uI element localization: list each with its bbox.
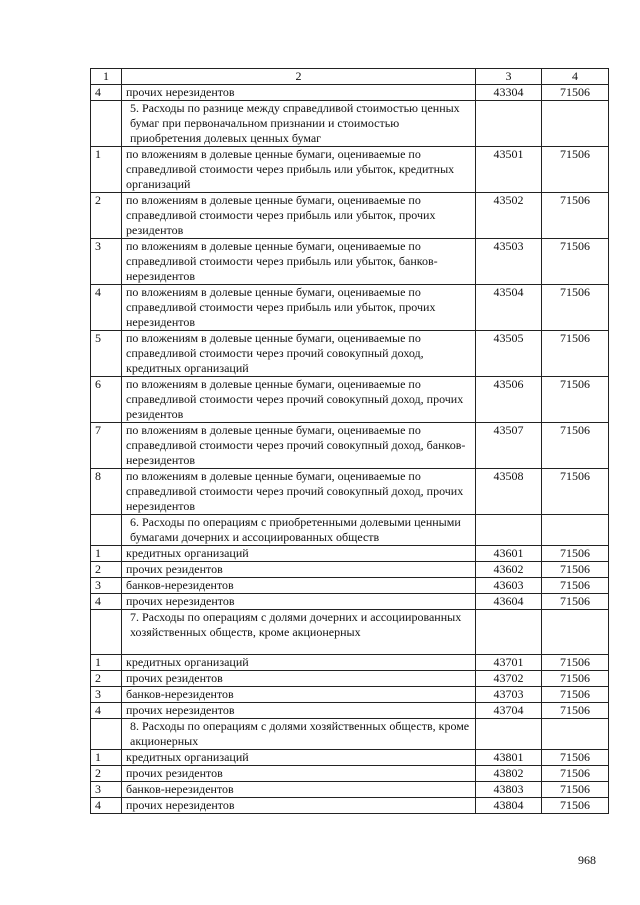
row-description: прочих резидентов (122, 766, 476, 782)
account-code: 43604 (476, 594, 542, 610)
symbol-code: 71506 (542, 85, 609, 101)
row-number: 1 (91, 147, 122, 193)
account-code: 43801 (476, 750, 542, 766)
symbol-code: 71506 (542, 193, 609, 239)
account-code: 43702 (476, 671, 542, 687)
table-row (91, 423, 609, 469)
row-number: 6 (91, 377, 122, 423)
account-code: 43304 (476, 85, 542, 101)
symbol-code: 71506 (542, 750, 609, 766)
row-number: 3 (91, 687, 122, 703)
table-row (91, 766, 609, 782)
table-row (91, 655, 609, 671)
symbol-code: 71506 (542, 331, 609, 377)
table-row (91, 798, 609, 814)
table-row (91, 377, 609, 423)
table-row (91, 687, 609, 703)
row-description: банков-нерезидентов (122, 782, 476, 798)
table-row (91, 239, 609, 285)
accounts-table-body (91, 69, 609, 814)
account-code: 43503 (476, 239, 542, 285)
account-code: 43508 (476, 469, 542, 515)
symbol-code: 71506 (542, 562, 609, 578)
symbol-code: 71506 (542, 782, 609, 798)
row-number: 1 (91, 655, 122, 671)
section-number-cell (91, 101, 122, 147)
section-code2-cell (542, 101, 609, 147)
section-code2-cell (542, 719, 609, 750)
symbol-code: 71506 (542, 546, 609, 562)
symbol-code: 71506 (542, 239, 609, 285)
account-code: 43501 (476, 147, 542, 193)
section-code-cell (476, 610, 542, 655)
row-description: кредитных организаций (122, 655, 476, 671)
symbol-code: 71506 (542, 578, 609, 594)
header-col-4: 4 (542, 69, 609, 85)
symbol-code: 71506 (542, 798, 609, 814)
row-description: по вложениям в долевые ценные бумаги, оцениваемые по справедливой стоимости через прибыль или убыток, прочих нерезидентов (122, 285, 476, 331)
section-code2-cell (542, 515, 609, 546)
table-row (91, 703, 609, 719)
symbol-code: 71506 (542, 423, 609, 469)
account-code: 43704 (476, 703, 542, 719)
table-row (91, 147, 609, 193)
section-heading-row (91, 719, 609, 750)
row-description: по вложениям в долевые ценные бумаги, оцениваемые по справедливой стоимости через прочий совокупный доход, прочих резидентов (122, 377, 476, 423)
accounts-table (90, 68, 609, 814)
symbol-code: 71506 (542, 594, 609, 610)
account-code: 43703 (476, 687, 542, 703)
row-number: 7 (91, 423, 122, 469)
row-number: 4 (91, 285, 122, 331)
row-description: кредитных организаций (122, 750, 476, 766)
section-heading-row (91, 101, 609, 147)
section-heading: 8. Расходы по операциям с долями хозяйственных обществ, кроме акционерных (122, 719, 476, 750)
row-number: 4 (91, 703, 122, 719)
row-number: 5 (91, 331, 122, 377)
table-row (91, 469, 609, 515)
section-code-cell (476, 719, 542, 750)
row-description: прочих нерезидентов (122, 85, 476, 101)
row-description: банков-нерезидентов (122, 687, 476, 703)
table-row (91, 671, 609, 687)
account-code: 43601 (476, 546, 542, 562)
symbol-code: 71506 (542, 285, 609, 331)
row-description: по вложениям в долевые ценные бумаги, оцениваемые по справедливой стоимости через прибыль или убыток, прочих резидентов (122, 193, 476, 239)
section-code2-cell (542, 610, 609, 655)
table-row (91, 546, 609, 562)
row-number: 1 (91, 750, 122, 766)
account-code: 43505 (476, 331, 542, 377)
table-row (91, 578, 609, 594)
page-number: 968 (578, 853, 596, 867)
row-number: 3 (91, 578, 122, 594)
row-number: 2 (91, 562, 122, 578)
section-heading-row (91, 610, 609, 655)
row-number: 1 (91, 546, 122, 562)
row-description: кредитных организаций (122, 546, 476, 562)
symbol-code: 71506 (542, 766, 609, 782)
section-heading: 6. Расходы по операциям с приобретенными долевыми ценными бумагами дочерних и ассоциированных обществ (122, 515, 476, 546)
table-row (91, 193, 609, 239)
account-code: 43802 (476, 766, 542, 782)
account-code: 43603 (476, 578, 542, 594)
table-row (91, 750, 609, 766)
section-code-cell (476, 101, 542, 147)
row-description: по вложениям в долевые ценные бумаги, оцениваемые по справедливой стоимости через прочий совокупный доход, кредитных организаций (122, 331, 476, 377)
section-number-cell (91, 610, 122, 655)
section-heading: 5. Расходы по разнице между справедливой стоимостью ценных бумаг при первоначальном признании и стоимостью приобретения долевых ценных бумаг (122, 101, 476, 147)
row-description: прочих резидентов (122, 671, 476, 687)
header-col-2: 2 (122, 69, 476, 85)
row-number: 4 (91, 85, 122, 101)
row-description: по вложениям в долевые ценные бумаги, оцениваемые по справедливой стоимости через прибыль или убыток, кредитных организаций (122, 147, 476, 193)
row-description: по вложениям в долевые ценные бумаги, оцениваемые по справедливой стоимости через прочий совокупный доход, прочих нерезидентов (122, 469, 476, 515)
section-number-cell (91, 719, 122, 750)
section-code-cell (476, 515, 542, 546)
symbol-code: 71506 (542, 469, 609, 515)
row-number: 2 (91, 193, 122, 239)
row-number: 2 (91, 766, 122, 782)
row-number: 3 (91, 239, 122, 285)
account-code: 43602 (476, 562, 542, 578)
row-number: 8 (91, 469, 122, 515)
section-heading-row (91, 515, 609, 546)
table-row (91, 562, 609, 578)
table-header-row (91, 69, 609, 85)
account-code: 43804 (476, 798, 542, 814)
symbol-code: 71506 (542, 377, 609, 423)
table-row (91, 285, 609, 331)
table-row (91, 782, 609, 798)
account-code: 43701 (476, 655, 542, 671)
row-number: 4 (91, 594, 122, 610)
account-code: 43502 (476, 193, 542, 239)
account-code: 43506 (476, 377, 542, 423)
row-description: прочих резидентов (122, 562, 476, 578)
account-code: 43507 (476, 423, 542, 469)
section-number-cell (91, 515, 122, 546)
row-description: по вложениям в долевые ценные бумаги, оцениваемые по справедливой стоимости через прочий совокупный доход, банков-нерезидентов (122, 423, 476, 469)
symbol-code: 71506 (542, 671, 609, 687)
header-col-1: 1 (91, 69, 122, 85)
row-description: по вложениям в долевые ценные бумаги, оцениваемые по справедливой стоимости через прибыль или убыток, банков-нерезидентов (122, 239, 476, 285)
table-row (91, 331, 609, 377)
account-code: 43803 (476, 782, 542, 798)
row-description: прочих нерезидентов (122, 594, 476, 610)
symbol-code: 71506 (542, 147, 609, 193)
table-row (91, 594, 609, 610)
row-number: 4 (91, 798, 122, 814)
symbol-code: 71506 (542, 703, 609, 719)
section-heading: 7. Расходы по операциям с долями дочерних и ассоциированных хозяйственных обществ, кроме акционерных (122, 610, 476, 655)
row-description: прочих нерезидентов (122, 798, 476, 814)
row-number: 3 (91, 782, 122, 798)
header-col-3: 3 (476, 69, 542, 85)
table-row (91, 85, 609, 101)
symbol-code: 71506 (542, 687, 609, 703)
account-code: 43504 (476, 285, 542, 331)
symbol-code: 71506 (542, 655, 609, 671)
row-number: 2 (91, 671, 122, 687)
row-description: банков-нерезидентов (122, 578, 476, 594)
row-description: прочих нерезидентов (122, 703, 476, 719)
